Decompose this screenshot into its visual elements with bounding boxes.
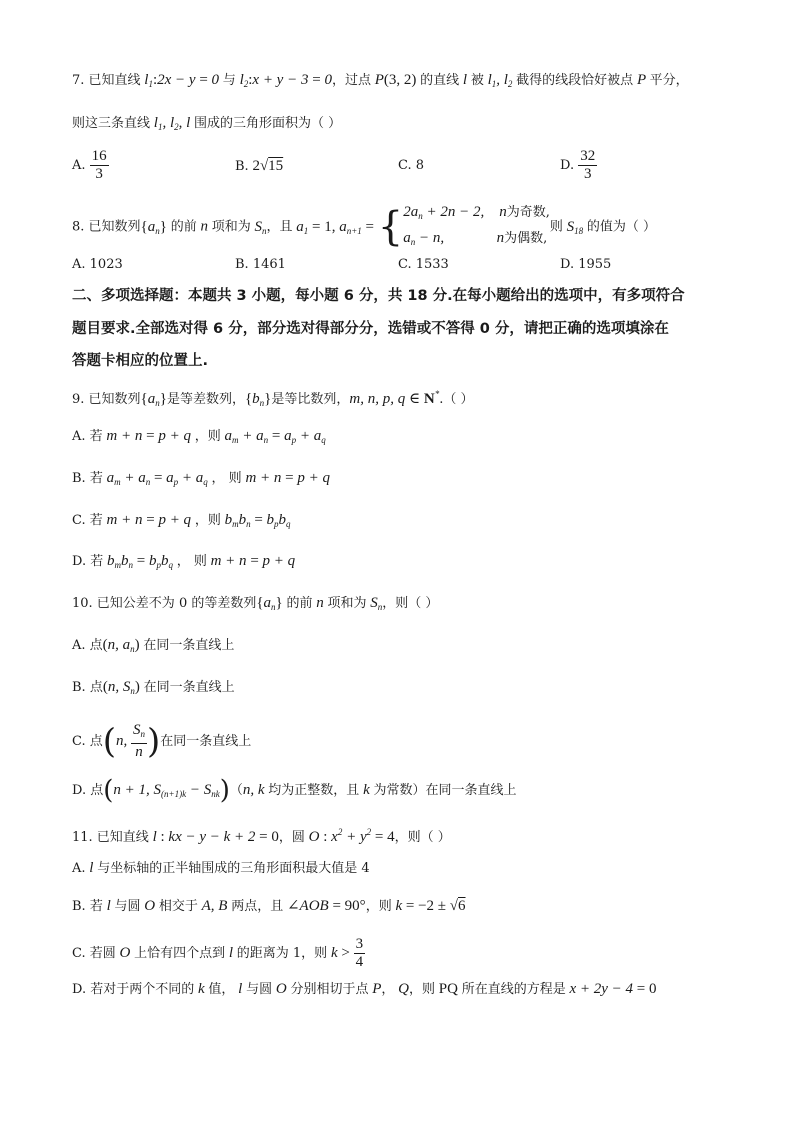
q11-option-b: B. 若 l 与圆 O 相交于 A, B 两点，且 ∠AOB = 90°，则 k = −2 ± √6 [72,898,466,914]
q8-option-a: A. 1023 [72,257,123,272]
q9-option-b: B. 若 $a_m + a_n = a_p + a_q$ ， 则 m + n = p + q [72,470,330,487]
q11-option-d: D. 若对于两个不同的 k 值， l 与圆 O 分别相切于点 P， Q，则 PQ 所在直线的方程是 x + 2y − 4 = 0 [72,981,657,997]
section2-heading-line3: 答题卡相应的位置上. [72,353,209,369]
q7-option-a: A. $\frac{16}{3}$ [72,148,107,182]
q8-option-d: D. 1955 [560,257,612,272]
section2-heading-line1: 二、多项选择题：本题共 3 小题，每小题 6 分，共 18 分.在每小题给出的选项中，有多项符合 [72,288,685,304]
q7-option-d: D. $\frac{32}{3}$ [560,148,596,182]
q8-option-c: C. 1533 [398,257,449,272]
q11-option-c: C. 若圆 O 上恰有四个点到 l 的距离为 1，则 k > $\frac{3}{4}$ [72,936,364,970]
q7-option-c: C. 8 [398,158,425,173]
q7-stem-line2: 则这三条直线 $l_1$, $l_2$, l 围成的三角形面积为（ ） [72,115,342,132]
q7-option-b: B. 2√15 [235,158,284,174]
q10-option-a: A. 点(n, $a_n$) 在同一条直线上 [72,637,235,654]
q10-stem: 10. 已知公差不为 0 的等差数列$\{a_n\}$ 的前 n 项和为 $S_n$，则（ ） [72,595,439,612]
q9-option-c: C. 若 m + n = p + q ，则 $b_mb_n = b_pb_q$ [72,512,291,529]
q11-option-a: A. l 与坐标轴的正半轴围成的三角形面积最大值是 4 [72,860,370,876]
q11-stem: 11. 已知直线 l : kx − y − k + 2 = 0，圆 O : $x^2 + y^2 = 4$，则（ ） [72,827,451,845]
q10-option-c: C. 点(n, $\frac{S_n}{n}$ )在同一条直线上 [72,721,252,762]
q7-stem-line1: 7. 已知直线 $l_1:2x - y = 0$ 与 $l_2:x + y - 3 = 0$，过点 P(3, 2) 的直线 l 被 $l_1$, $l_2$ 截得的线段恰好被点 P 平分， [72,72,689,89]
q8-stem: 8. 已知数列$\{a_n\}$ 的前 n 项和为 $S_n$，且 $a_1 = 1$, $a_{n+1}$ = { $2a_n + 2n - 2$, n为奇数, $a_n - n$, n为偶数, 则 $S_{18}$ 的值为（ ） [72,204,657,250]
q10-option-d: D. 点(n + 1, $S_{(n+1)k} - S_{nk})(n$, k 均为正整数，且 k 为常数）在同一条直线上 [72,775,517,806]
q9-stem: 9. 已知数列$\{a_n\}$是等差数列，$\{b_n\}$是等比数列，m, n, p, q ∈ N*.（ ） [72,389,474,408]
q8-option-b: B. 1461 [235,257,286,272]
q9-option-a: A. 若 m + n = p + q ，则 $a_m + a_n = a_p + a_q$ [72,428,326,445]
section2-heading-line2: 题目要求.全部选对得 6 分，部分选对得部分分，选错或不答得 0 分，请把正确的选项填涂在 [72,321,669,337]
q10-option-b: B. 点(n, $S_n$) 在同一条直线上 [72,679,235,696]
q9-option-d: D. 若 $b_mb_n = b_pb_q$ ， 则 m + n = p + q [72,553,296,570]
